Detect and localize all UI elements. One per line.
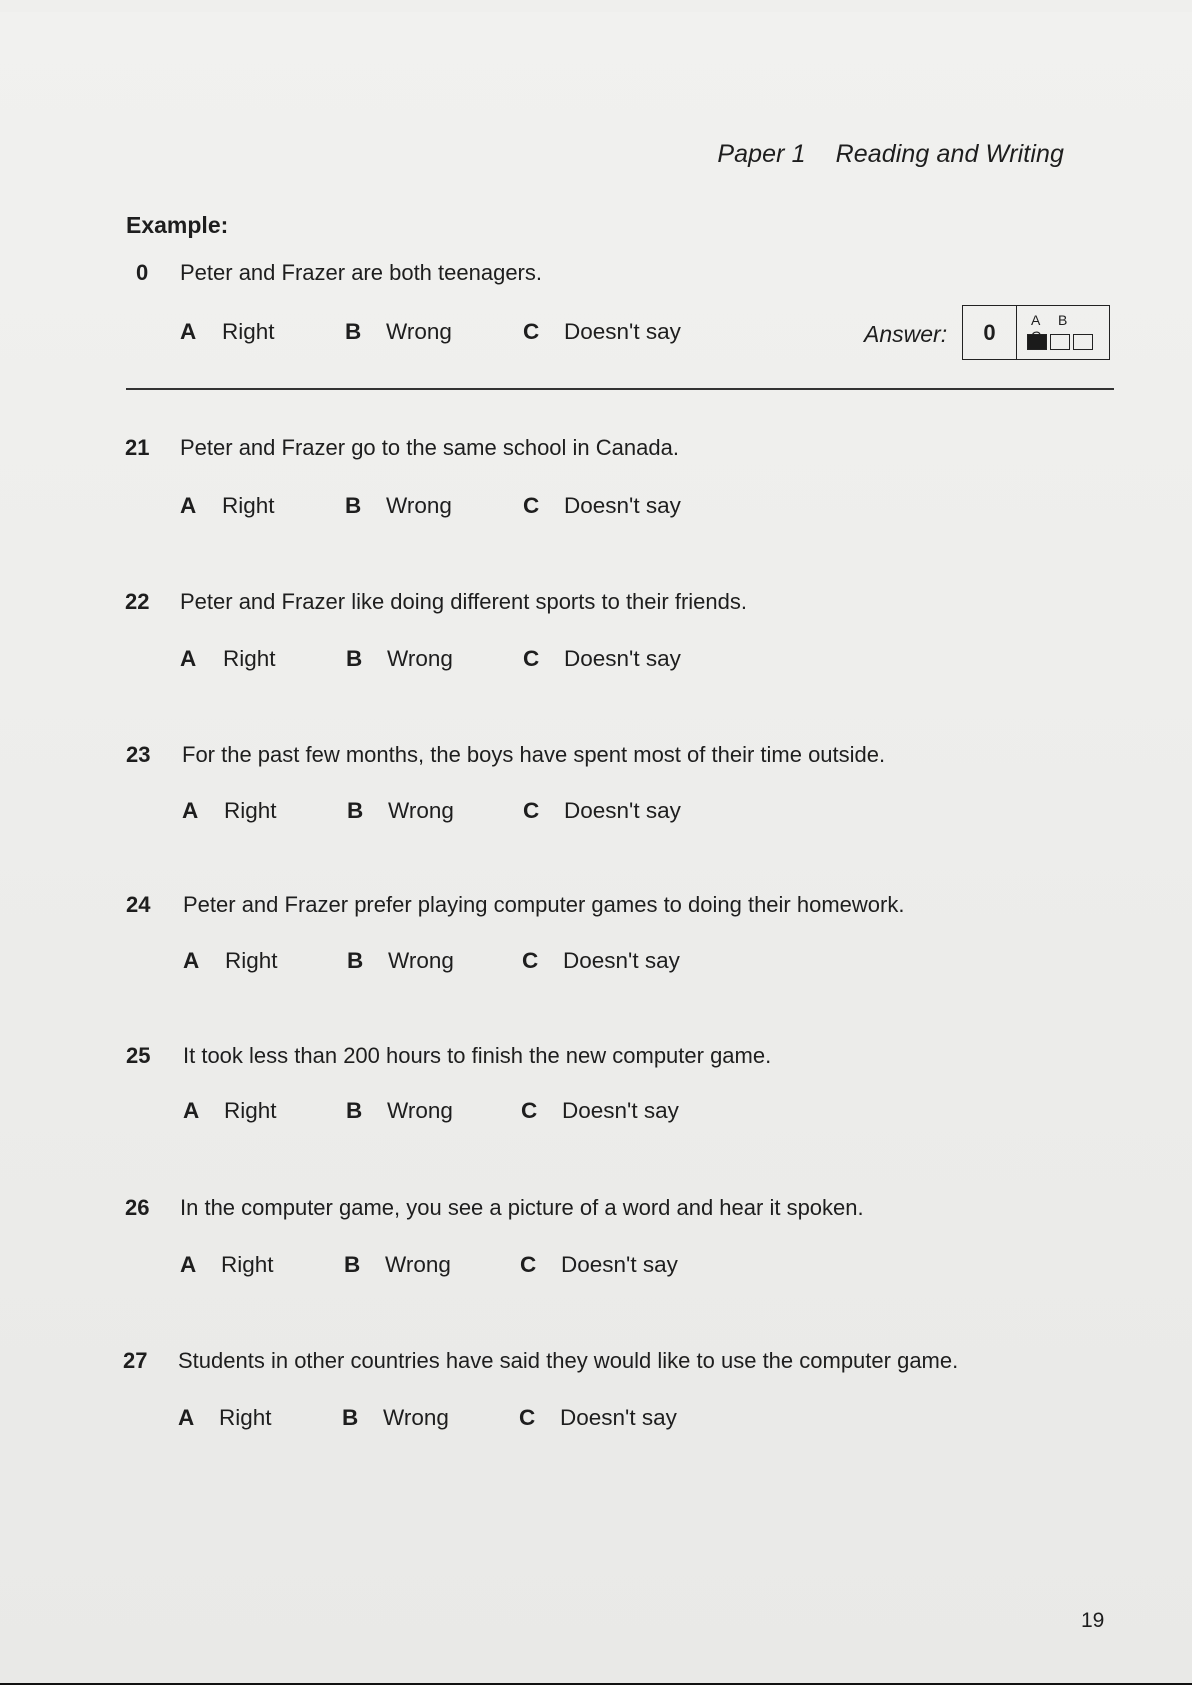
option-label: Right	[219, 1405, 272, 1430]
option-letter: C	[522, 948, 539, 973]
option-label: Doesn't say	[560, 1405, 677, 1430]
option-label: Wrong	[388, 948, 454, 973]
option-letter: B	[345, 319, 362, 344]
answer-label: Answer:	[864, 321, 948, 347]
option-letter: B	[342, 1405, 359, 1430]
question-text: Peter and Frazer like doing different sports to their friends.	[180, 589, 747, 614]
question-text: For the past few months, the boys have spent most of their time outside.	[182, 742, 886, 767]
option-label: Doesn't say	[564, 646, 681, 671]
answer-number: 0	[963, 306, 1017, 359]
option-label: Wrong	[387, 1098, 453, 1123]
answer-letter-b: B	[1058, 312, 1068, 328]
option-label: Doesn't say	[563, 948, 680, 973]
question-text: Students in other countries have said they would like to use the computer game.	[178, 1348, 959, 1373]
option-label: Right	[222, 493, 275, 518]
answer-box-a-filled	[1027, 334, 1047, 350]
example-text: Peter and Frazer are both teenagers.	[180, 260, 542, 285]
option-label: Wrong	[386, 493, 452, 518]
question-text: In the computer game, you see a picture of a word and hear it spoken.	[180, 1195, 864, 1220]
option-letter: B	[345, 493, 362, 518]
answer-grid	[1017, 306, 1109, 359]
option-label: Right	[224, 798, 277, 823]
question-text: Peter and Frazer prefer playing computer games to doing their homework.	[183, 892, 905, 917]
question-number: 26	[125, 1195, 150, 1220]
option-letter: C	[523, 646, 540, 671]
answer-box-b	[1050, 334, 1070, 350]
option-label: Doesn't say	[564, 493, 681, 518]
question-number: 27	[123, 1348, 148, 1373]
paper-title: Paper 1	[717, 140, 806, 168]
option-letter: A	[178, 1405, 195, 1430]
option-label: Right	[221, 1252, 274, 1277]
example-number: 0	[136, 260, 149, 285]
option-letter: B	[344, 1252, 361, 1277]
question-number: 21	[125, 435, 150, 460]
exam-page	[0, 12, 1192, 1685]
option-letter: C	[519, 1405, 536, 1430]
question-text: It took less than 200 hours to finish the new computer game.	[183, 1043, 772, 1068]
option-letter: B	[346, 1098, 363, 1123]
answer-letter-a: A	[1031, 312, 1041, 328]
question-number: 24	[126, 892, 151, 917]
option-letter: C	[521, 1098, 538, 1123]
example-label: Example:	[126, 212, 229, 238]
option-letter: B	[346, 646, 363, 671]
option-letter: A	[180, 493, 197, 518]
option-letter: C	[523, 319, 540, 344]
option-label: Doesn't say	[564, 798, 681, 823]
question-number: 25	[126, 1043, 151, 1068]
option-letter: A	[183, 948, 200, 973]
option-letter: A	[182, 798, 199, 823]
option-label: Wrong	[385, 1252, 451, 1277]
option-letter: A	[180, 1252, 197, 1277]
page-header	[717, 140, 1064, 169]
divider-line	[126, 388, 1114, 390]
option-label: Right	[223, 646, 276, 671]
option-label: Right	[225, 948, 278, 973]
option-letter: A	[180, 646, 197, 671]
option-letter: A	[180, 319, 197, 344]
page-number: 19	[1081, 1609, 1105, 1632]
option-letter: A	[183, 1098, 200, 1123]
option-label: Wrong	[383, 1405, 449, 1430]
question-text: Peter and Frazer go to the same school in Canada.	[180, 435, 679, 460]
question-number: 22	[125, 589, 150, 614]
option-label: Doesn't say	[561, 1252, 678, 1277]
option-label: Doesn't say	[562, 1098, 679, 1123]
answer-box	[962, 305, 1110, 360]
option-label: Wrong	[387, 646, 453, 671]
option-label: Wrong	[388, 798, 454, 823]
option-letter: C	[520, 1252, 537, 1277]
option-letter: C	[523, 493, 540, 518]
option-label: Right	[222, 319, 275, 344]
section-title: Reading and Writing	[835, 140, 1064, 168]
option-label: Wrong	[386, 319, 452, 344]
option-letter: C	[523, 798, 540, 823]
option-letter: B	[347, 798, 364, 823]
answer-box-c	[1073, 334, 1093, 350]
question-number: 23	[126, 742, 151, 767]
option-label: Right	[224, 1098, 277, 1123]
option-letter: B	[347, 948, 364, 973]
option-label: Doesn't say	[564, 319, 681, 344]
